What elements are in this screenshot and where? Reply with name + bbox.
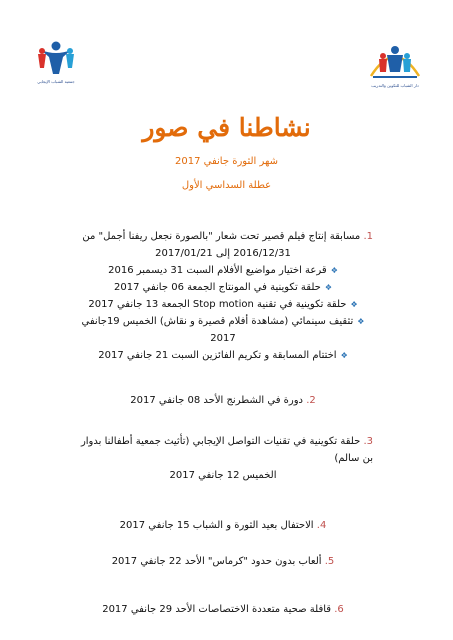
diamond-bullet-icon: ❖ [340,351,348,360]
item-text: دورة في الشطرنج الأحد 08 جانفي 2017 [130,395,304,406]
subtitle-break: عطلة السداسي الأول [181,180,272,191]
activity-item-3 [73,433,373,484]
item-number: 5 . [322,556,335,567]
item-text: مسابقة إنتاج فيلم قصير تحت شعار "بالصورة نجعل ريفنا أجمل" من [82,231,361,242]
item-date: الخميس 12 جانفي 2017 [169,470,277,481]
list-item: ❖حلقة تكوينية في المونتاج الجمعة 06 جانفي 2017 [113,282,333,293]
list-item: ❖قرعة اختيار مواضيع الأفلام السبت 31 ديسمبر 2016 [108,265,338,276]
list-item: ❖اختتام المسابقة و تكريم الفائزين السبت 21 جانفي 2017 [98,350,348,361]
page-title: نشاطنا في صور [142,113,311,142]
activity-item-4 [73,517,373,534]
activities-list [73,228,373,618]
item-text: حلقة تكوينية في تقنيات التواصل الإيجابي (تأثيث جمعية أطفالنا بدوار بن سالم) [80,436,373,464]
diamond-bullet-icon: ❖ [357,317,365,326]
item-text: ألعاب بدون حدود "كرماس" الأحد 22 جانفي 2017 [111,556,322,567]
sub-activities [73,262,373,364]
activity-item-1 [73,228,373,364]
item-number: 2 . [303,395,316,406]
figures-logo-icon [33,38,79,78]
left-logo-caption: جمعية الشباب الإيجابي [37,79,75,84]
right-logo [355,38,435,88]
item-number: 1 . [360,231,373,242]
list-item: ❖تثقيف سينمائي (مشاهدة أفلام قصيرة و نقاش) الخميس 19جانفي 2017 [81,316,365,344]
activity-item-5 [73,553,373,570]
diamond-bullet-icon: ❖ [330,266,338,275]
activity-item-2 [73,392,373,409]
activity-item-6 [73,601,373,618]
item-dates: 2016/12/31 إلى 2017/01/21 [155,248,291,259]
youth-logo-icon [365,38,425,82]
diamond-bullet-icon: ❖ [350,300,358,309]
item-number: 4 . [314,520,327,531]
item-number: 6 . [331,604,344,615]
list-item: ❖حلقة تكوينية في تقنية Stop motion الجمعة 13 جانفي 2017 [88,299,358,310]
item-text: الاحتفال بعيد الثورة و الشباب 15 جانفي 2017 [119,520,314,531]
right-logo-caption: دار الشباب للتكوين والتدريب [371,83,419,88]
diamond-bullet-icon: ❖ [324,283,333,292]
item-number: 3 . [360,436,373,447]
item-text: قافلة صحية متعددة الاختصاصات الأحد 29 جانفي 2017 [102,604,332,615]
left-logo [25,38,87,84]
subtitle-month: شهر الثورة جانفي 2017 [175,156,278,167]
